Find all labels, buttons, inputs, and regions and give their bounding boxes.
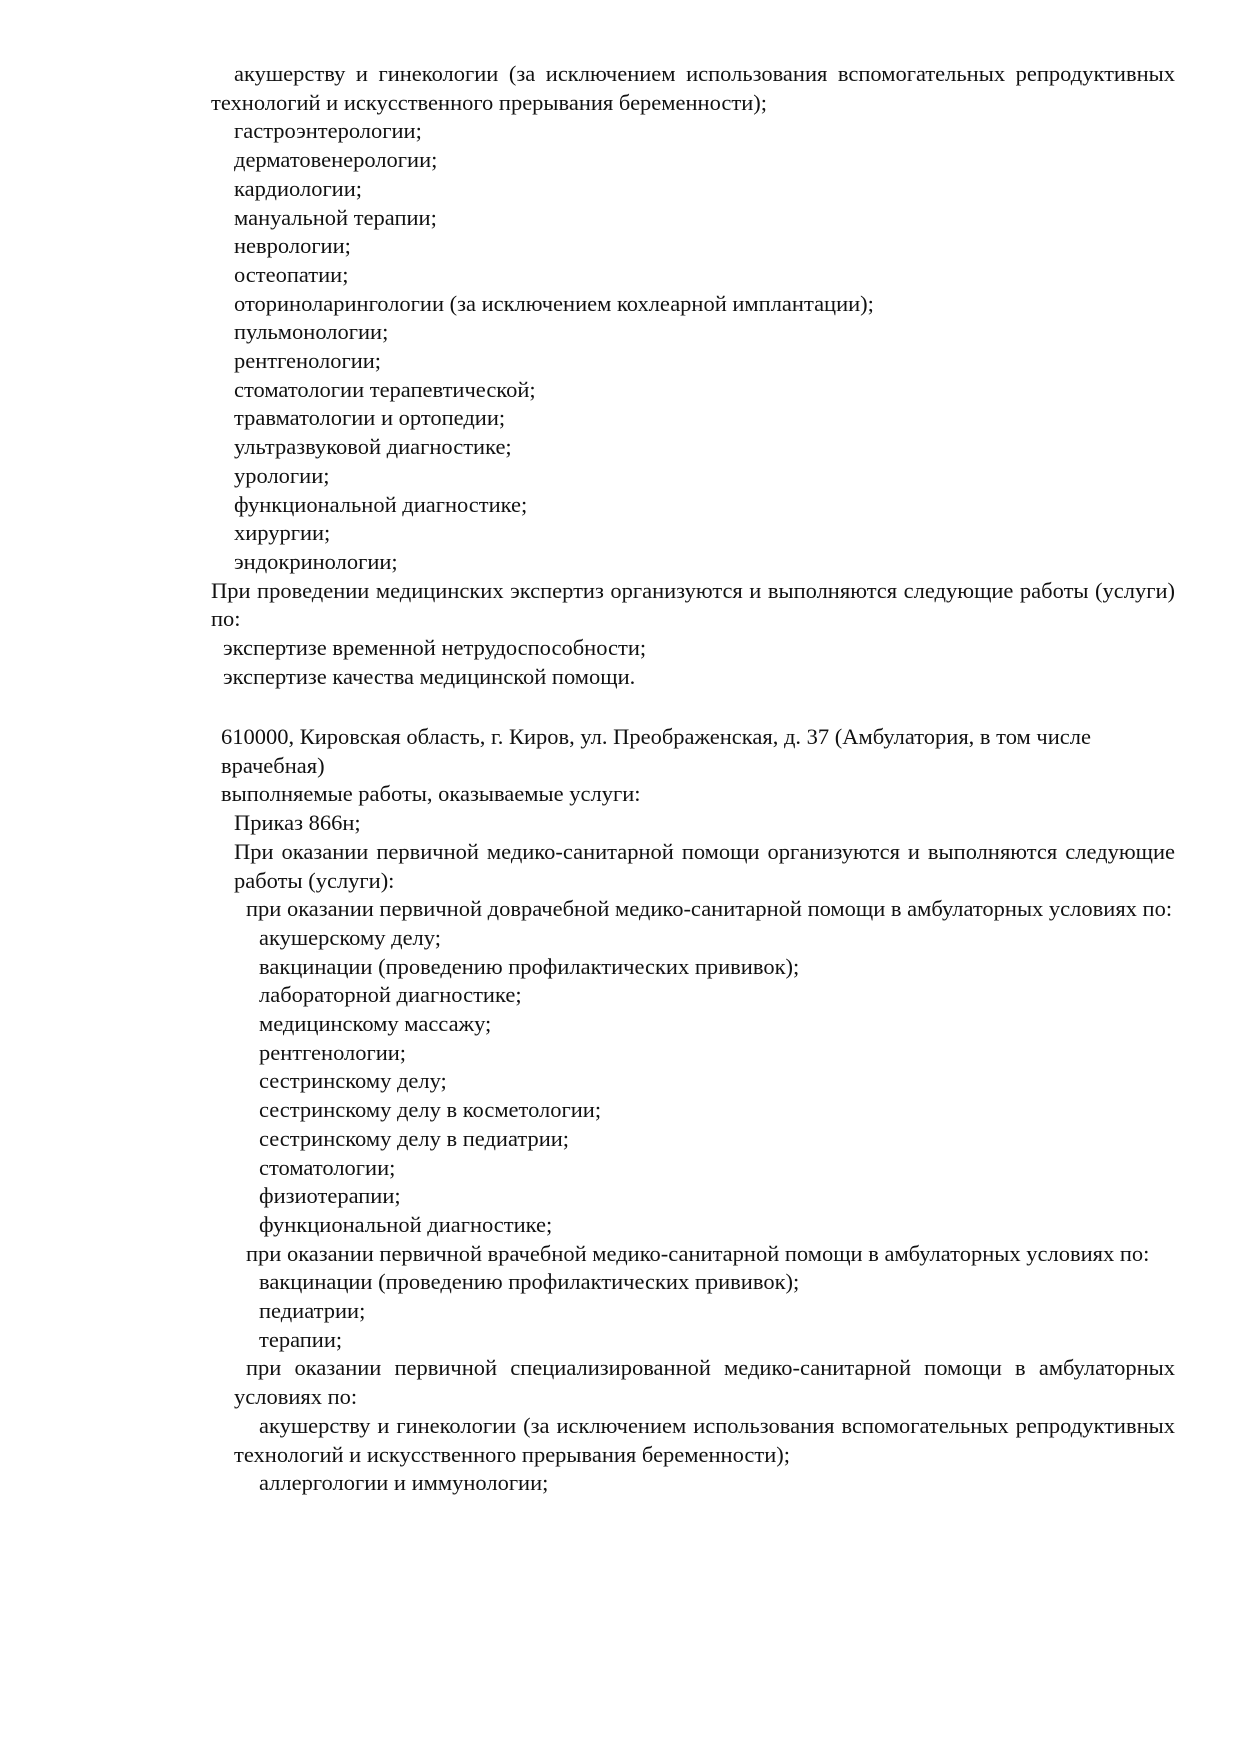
- list-item: сестринскому делу в косметологии;: [259, 1097, 602, 1123]
- list-item: хирургии;: [234, 520, 331, 546]
- list-item: сестринскому делу в педиатрии;: [259, 1125, 570, 1151]
- list-item: вакцинации (проведению профилактических прививок);: [259, 953, 800, 979]
- primary-care-heading: При оказании первичной медико-санитарной помощи организуются и выполняются следующие работы (услуги):: [234, 838, 1175, 893]
- list-item: оториноларингологии (за исключением кохлеарной имплантации);: [234, 290, 874, 316]
- service-list: [234, 117, 1175, 576]
- list-item: урологии;: [234, 462, 330, 488]
- vrach-heading: при оказании первичной врачебной медико-санитарной помощи в амбулаторных условиях по:: [246, 1240, 1150, 1266]
- address: 610000, Кировская область, г. Киров, ул. Преображенская, д. 37 (Амбулатория, в том числе врачебная): [221, 724, 1091, 778]
- expertise-heading: При проведении медицинских экспертиз организуются и выполняются следующие работы (услуги) по:: [211, 577, 1175, 632]
- list-item-obstetrics: акушерству и гинекологии (за исключением использования вспомогательных репродуктивных технологий и искусственного прерывания беременности);: [234, 1412, 1175, 1467]
- list-item: терапии;: [259, 1326, 343, 1352]
- order-reference: Приказ 866н;: [234, 810, 361, 836]
- list-item: гастроэнтерологии;: [234, 118, 422, 144]
- list-item: ультразвуковой диагностике;: [234, 434, 512, 460]
- list-item: функциональной диагностике;: [234, 491, 528, 517]
- list-item: пульмонологии;: [234, 319, 389, 345]
- list-item-obstetrics: акушерству и гинекологии (за исключением использования вспомогательных репродуктивных технологий и искусственного прерывания беременности);: [211, 61, 1175, 115]
- list-item: медицинскому массажу;: [259, 1011, 492, 1037]
- list-item: акушерскому делу;: [259, 924, 441, 950]
- list-item: рентгенологии;: [259, 1039, 407, 1065]
- list-item: вакцинации (проведению профилактических прививок);: [259, 1269, 800, 1295]
- list-item: педиатрии;: [259, 1298, 366, 1324]
- vrach-list: [259, 1268, 1175, 1354]
- prevrach-heading: при оказании первичной доврачебной медико-санитарной помощи в амбулаторных условиях по:: [246, 896, 1173, 922]
- list-item: физиотерапии;: [259, 1183, 401, 1209]
- section-services-continued: [211, 60, 1175, 691]
- works-label: выполняемые работы, оказываемые услуги:: [221, 781, 641, 807]
- list-item: дерматовенерологии;: [234, 147, 438, 173]
- expertise-item: экспертизе качества медицинской помощи.: [223, 663, 636, 689]
- list-item: эндокринологии;: [234, 548, 398, 574]
- list-item: неврологии;: [234, 233, 351, 259]
- list-item: лабораторной диагностике;: [259, 982, 522, 1008]
- list-item: сестринскому делу;: [259, 1068, 447, 1094]
- list-item: травматологии и ортопедии;: [234, 405, 506, 431]
- list-item: мануальной терапии;: [234, 204, 437, 230]
- section-address-services: [221, 723, 1175, 1498]
- list-item: функциональной диагностике;: [259, 1211, 553, 1237]
- spec-heading: при оказании первичной специализированной медико-санитарной помощи в амбулаторных условиях по:: [234, 1355, 1175, 1410]
- prevrach-list: [259, 924, 1175, 1240]
- list-item: стоматологии терапевтической;: [234, 376, 536, 402]
- expertise-item: экспертизе временной нетрудоспособности;: [223, 635, 647, 661]
- list-item: аллергологии и иммунологии;: [259, 1470, 549, 1496]
- list-item: стоматологии;: [259, 1154, 396, 1180]
- list-item: кардиологии;: [234, 175, 363, 201]
- list-item: остеопатии;: [234, 261, 349, 287]
- list-item: рентгенологии;: [234, 348, 382, 374]
